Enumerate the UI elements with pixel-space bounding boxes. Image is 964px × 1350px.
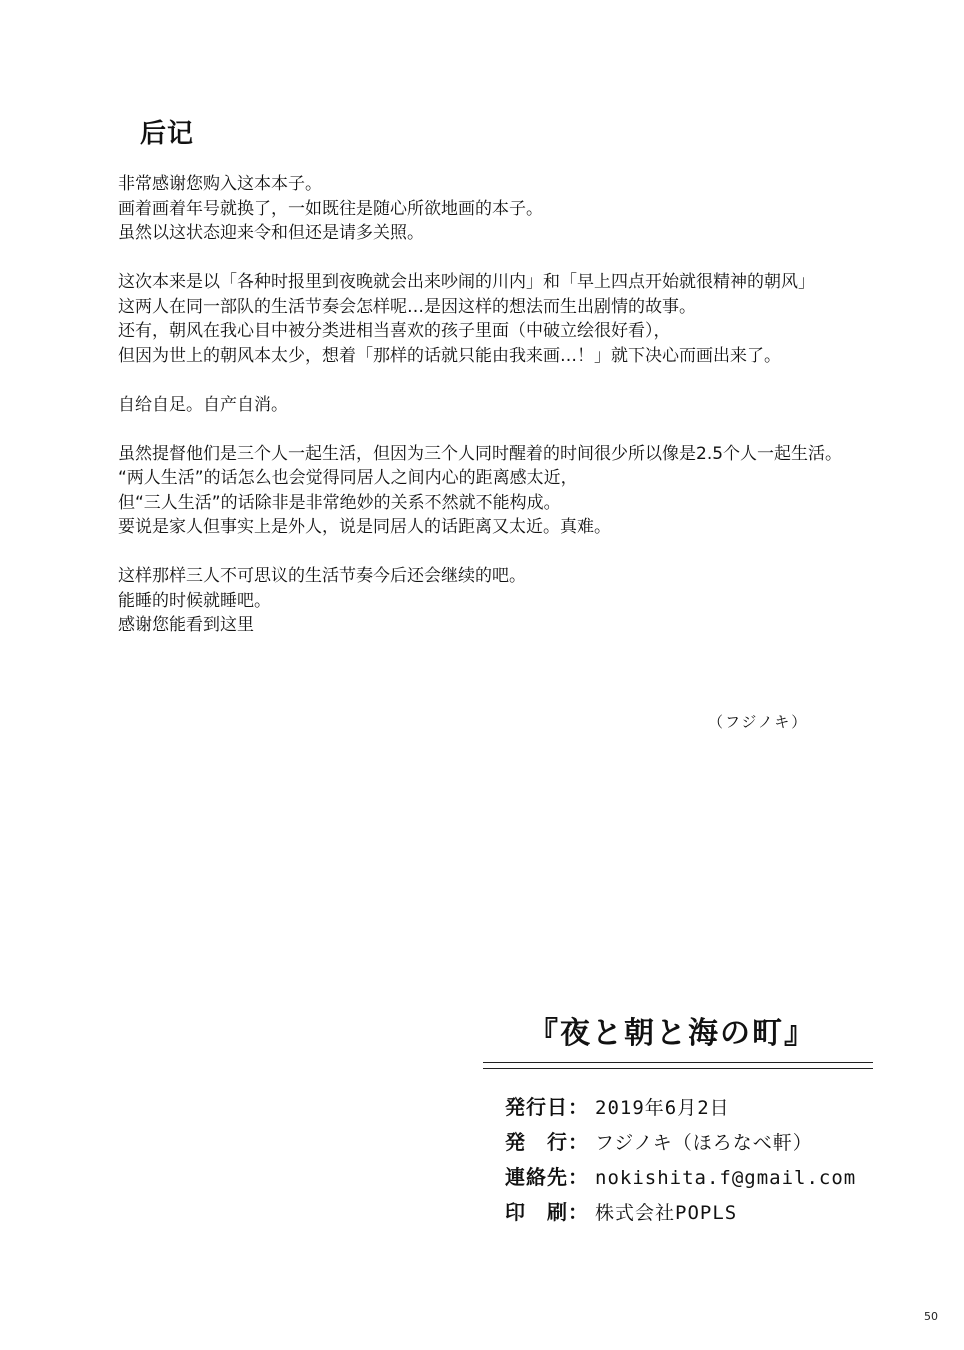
text-line: 画着画着年号就换了，一如既往是随心所欲地画的本子。 xyxy=(118,198,543,219)
colophon-label: 発行日： xyxy=(505,1095,589,1119)
text-line: 但“三人生活”的话除非是非常绝妙的关系不然就不能构成。 xyxy=(118,492,561,513)
colophon-value: nokishita.f@gmail.com xyxy=(595,1167,857,1189)
colophon-label: 発 行： xyxy=(505,1130,589,1154)
book-title: 『夜と朝と海の町』 xyxy=(528,1016,816,1051)
colophon-label: 印 刷： xyxy=(505,1200,589,1224)
colophon-row-publisher xyxy=(505,1125,856,1160)
text-line: 这次本来是以「各种时报里到夜晚就会出来吵闹的川内」和「早上四点开始就很精神的朝风」 xyxy=(118,272,815,292)
afterword-body xyxy=(118,172,948,662)
afterword-title: 后记 xyxy=(140,119,195,149)
colophon-divider xyxy=(483,1068,873,1069)
colophon-divider xyxy=(483,1062,873,1063)
text-line: 要说是家人但事实上是外人，说是同居人的话距离又太近。真难。 xyxy=(118,517,611,537)
paragraph-closing xyxy=(118,564,948,638)
text-line: 虽然以这状态迎来令和但还是请多关照。 xyxy=(118,223,424,243)
text-line: “两人生活”的话怎么也会觉得同居人之间内心的距离感太近， xyxy=(118,468,578,488)
colophon-value: 株式会社POPLS xyxy=(595,1202,738,1224)
text-line: 但因为世上的朝风本太少，想着「那样的话就只能由我来画…！」就下决心而画出来了。 xyxy=(118,345,781,366)
paragraph-living-together xyxy=(118,442,948,540)
colophon-row-publish-date xyxy=(505,1090,856,1125)
paragraph-thanks xyxy=(118,172,948,246)
colophon-value: フジノキ（ほろなべ軒） xyxy=(595,1132,813,1154)
colophon-value: 2019年6月2日 xyxy=(595,1097,730,1119)
text-line: 还有，朝风在我心目中被分类进相当喜欢的孩子里面（中破立绘很好看）， xyxy=(118,321,671,341)
colophon-label: 連絡先： xyxy=(505,1165,589,1189)
text-line: 自给自足。自产自消。 xyxy=(118,394,288,415)
text-line: 这两人在同一部队的生活节奏会怎样呢…是因这样的想法而生出剧情的故事。 xyxy=(118,296,696,317)
page-number: 50 xyxy=(924,1310,938,1323)
colophon-row-printer xyxy=(505,1195,856,1230)
text-line: 虽然提督他们是三个人一起生活，但因为三个人同时醒着的时间很少所以像是2.5个人一起生活。 xyxy=(118,443,843,464)
text-line: 能睡的时候就睡吧。 xyxy=(118,590,271,611)
paragraph-story-origin xyxy=(118,270,948,368)
text-line: 非常感谢您购入这本本子。 xyxy=(118,174,322,194)
colophon-details xyxy=(505,1090,856,1230)
text-line: 这样那样三人不可思议的生活节奏今后还会继续的吧。 xyxy=(118,566,526,586)
text-line: 感谢您能看到这里 xyxy=(118,615,254,635)
paragraph-self-sufficiency xyxy=(118,393,948,418)
colophon-row-contact xyxy=(505,1160,856,1195)
author-signature: （フジノキ） xyxy=(708,713,809,731)
